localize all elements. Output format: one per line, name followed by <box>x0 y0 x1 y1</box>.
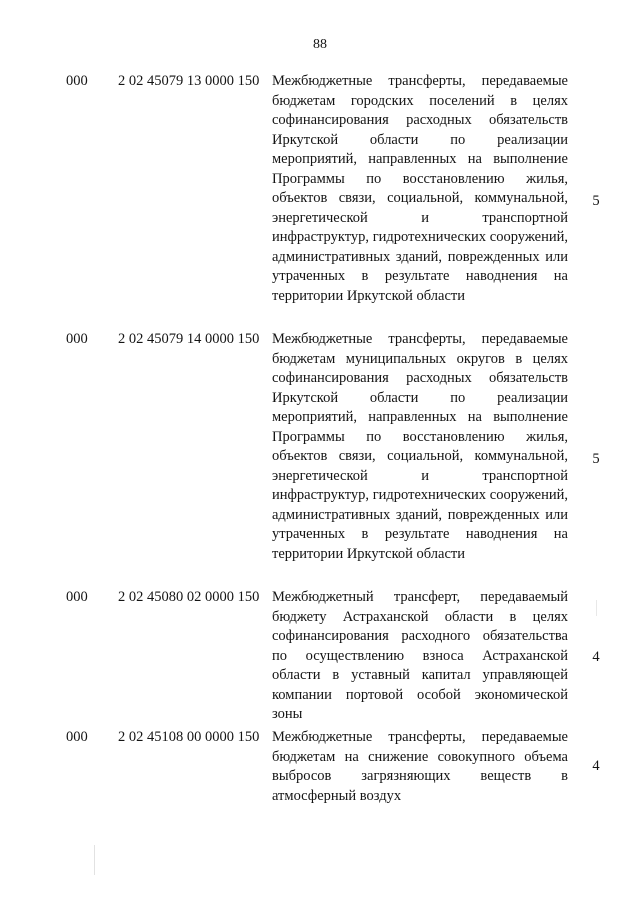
budget-classification-code: 2 02 45108 00 0000 150 <box>118 729 260 745</box>
budget-classification-code: 2 02 45079 13 0000 150 <box>118 73 260 89</box>
scan-artifact <box>596 600 597 616</box>
admin-code: 000 <box>66 729 88 745</box>
row-amount: 5 <box>592 451 600 467</box>
row-description: Межбюджетные трансферты, передаваемые бюджетам городских поселений в целях софинансирования расходных обязательств Иркутской области по реализации мероприятий, направленных на выполнение Программы по восстановлению жилья, объектов связи, социальной, коммунальной, энергетической и транспортной инфраструктур, гидротехнических сооружений, административных зданий, поврежденных или утраченных в результате наводнения на территории Иркутской области <box>272 73 568 304</box>
row-description: Межбюджетные трансферты, передаваемые бюджетам муниципальных округов в целях софинансирования расходных обязательств Иркутской области по реализации мероприятий, направленных на выполнение Программы по восстановлению жилья, объектов связи, социальной, коммунальной, энергетической и транспортной инфраструктур, гидротехнических сооружений, административных зданий, поврежденных или утраченных в результате наводнения на территории Иркутской области <box>272 331 568 562</box>
row-description: Межбюджетные трансферты, передаваемые бюджетам на снижение совокупного объема выбросов загрязняющих веществ в атмосферный воздух <box>272 729 568 804</box>
budget-classification-code: 2 02 45080 02 0000 150 <box>118 589 260 605</box>
admin-code: 000 <box>66 589 88 605</box>
row-amount: 4 <box>592 758 600 774</box>
row-amount: 5 <box>592 193 600 209</box>
row-amount: 4 <box>592 649 600 665</box>
budget-classification-code: 2 02 45079 14 0000 150 <box>118 331 260 347</box>
admin-code: 000 <box>66 73 88 89</box>
admin-code: 000 <box>66 331 88 347</box>
row-description: Межбюджетный трансферт, передаваемый бюджету Астраханской области в целях софинансирования расходного обязательства по осуществлению взноса Астраханской области в уставный капитал управляющей компании портовой особой экономической зоны <box>272 589 568 722</box>
page-number: 88 <box>313 37 327 52</box>
scan-artifact <box>94 845 95 875</box>
